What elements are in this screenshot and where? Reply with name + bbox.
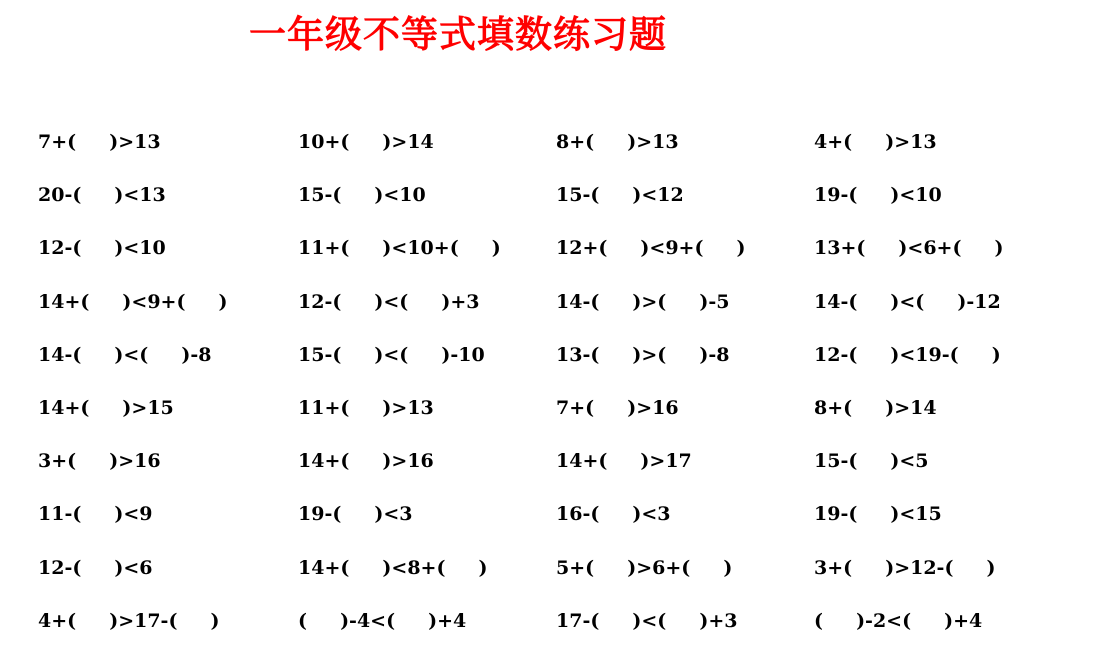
exercise-row (38, 338, 1078, 391)
exercise-item: 4+( )>13 (814, 131, 937, 153)
exercise-item: 8+( )>13 (556, 131, 679, 153)
exercise-item: 7+( )>13 (38, 131, 161, 153)
exercise-item: 5+( )>6+( ) (556, 556, 733, 579)
exercise-item: 14-( )>( )-5 (556, 290, 730, 313)
exercise-item: 12+( )<9+( ) (556, 237, 746, 260)
exercise-row (38, 231, 1078, 284)
exercise-item: 4+( )>17-( ) (38, 609, 220, 632)
exercise-item: 12-( )<( )+3 (298, 290, 480, 313)
exercise-item: 14+( )<8+( ) (298, 556, 488, 579)
exercise-row (38, 497, 1078, 550)
exercise-item: ( )-2<( )+4 (814, 609, 983, 632)
exercise-row (38, 391, 1078, 444)
exercise-item: 14+( )>15 (38, 396, 174, 419)
exercise-row (38, 444, 1078, 497)
exercise-item: 19-( )<15 (814, 503, 942, 526)
exercise-row (38, 125, 1078, 178)
exercise-row (38, 604, 1078, 657)
exercise-grid (38, 125, 1078, 657)
exercise-item: 11-( )<9 (38, 503, 153, 526)
page-title: 一年级不等式填数练习题 (249, 13, 667, 56)
exercise-item: 14+( )>16 (298, 450, 434, 473)
exercise-row (38, 285, 1078, 338)
exercise-item: 14-( )<( )-8 (38, 343, 212, 366)
exercise-item: 19-( )<3 (298, 503, 413, 526)
exercise-item: 14+( )<9+( ) (38, 290, 228, 313)
exercise-item: 11+( )>13 (298, 396, 434, 419)
exercise-item: 10+( )>14 (298, 131, 434, 153)
exercise-item: 15-( )<5 (814, 450, 929, 473)
exercise-item: 15-( )<12 (556, 184, 684, 207)
exercise-item: 19-( )<10 (814, 184, 942, 207)
exercise-item: 16-( )<3 (556, 503, 671, 526)
exercise-item: 20-( )<13 (38, 184, 166, 207)
exercise-item: 12-( )<6 (38, 556, 153, 579)
exercise-row (38, 551, 1078, 604)
exercise-item: 12-( )<10 (38, 237, 166, 260)
exercise-item: 13+( )<6+( ) (814, 237, 1004, 260)
exercise-item: 15-( )<( )-10 (298, 343, 485, 366)
exercise-item: 3+( )>16 (38, 450, 161, 473)
exercise-item: ( )-4<( )+4 (298, 609, 467, 632)
exercise-item: 15-( )<10 (298, 184, 426, 207)
exercise-item: 12-( )<19-( ) (814, 343, 1001, 366)
exercise-item: 8+( )>14 (814, 396, 937, 419)
exercise-item: 14-( )<( )-12 (814, 290, 1001, 313)
exercise-item: 7+( )>16 (556, 396, 679, 419)
exercise-item: 13-( )>( )-8 (556, 343, 730, 366)
exercise-item: 14+( )>17 (556, 450, 692, 473)
exercise-item: 3+( )>12-( ) (814, 556, 996, 579)
exercise-row (38, 178, 1078, 231)
exercise-item: 17-( )<( )+3 (556, 609, 738, 632)
exercise-item: 11+( )<10+( ) (298, 237, 501, 260)
